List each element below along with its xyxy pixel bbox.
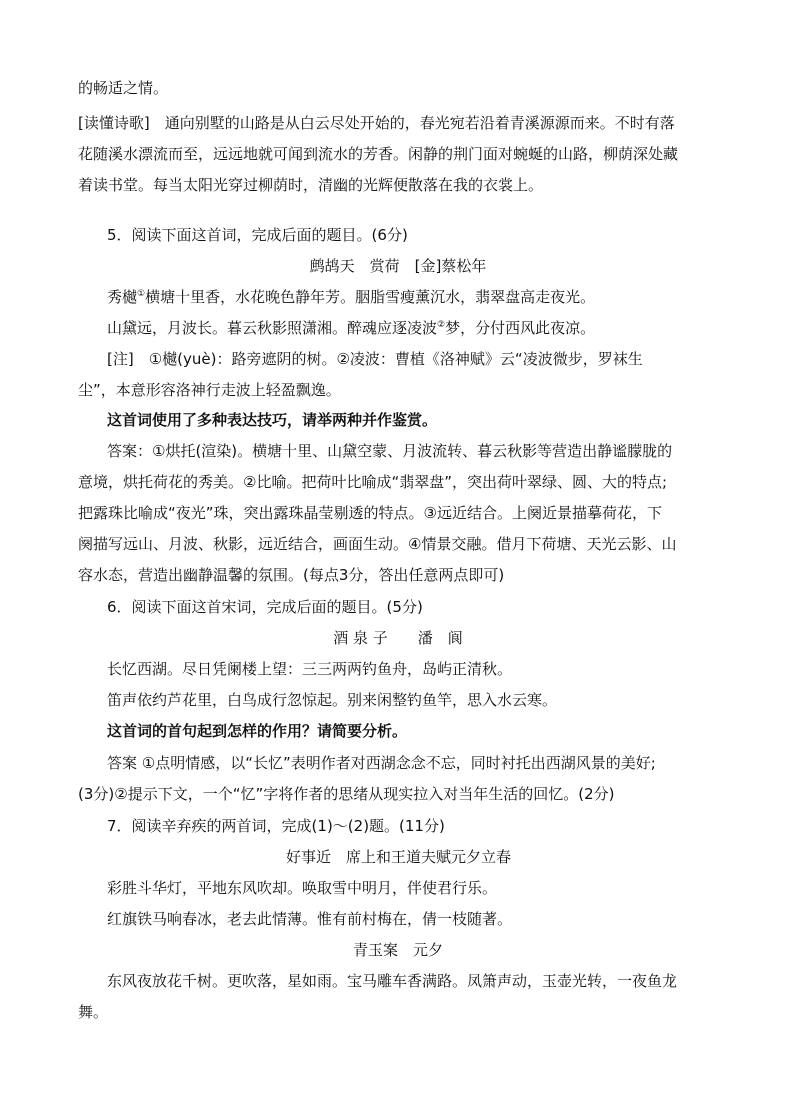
q7-poem1-line-1: 彩胜斗华灯，平地东风吹却。唤取雪中明月，伴使君行乐。 <box>107 879 498 897</box>
q5-answer-line-3: 把露珠比喻成“夜光”珠，突出露珠晶莹剔透的特点。③远近结合。上阕近景描摹荷花，下 <box>78 504 662 522</box>
q7-poem1-line-2: 红旗铁马响春冰，老去此情薄。惟有前村梅在，倩一枝随著。 <box>107 910 513 928</box>
intro-line-4: 着读书堂。每当太阳光穿过柳荫时，清幽的光辉便散落在我的衣裳上。 <box>78 176 544 194</box>
q7-poem2-line-2: 舞。 <box>78 1003 109 1021</box>
poem-text: 秀樾 <box>107 288 138 306</box>
q5-answer-line-4: 阕描写远山、月波、秋影，远近结合，画面生动。④情景交融。借月下荷塘、天光云影、山 <box>78 535 677 553</box>
q5-answer-line-5: 容水态，营造出幽静温馨的氛围。(每点3分，答出任意两点即可) <box>78 566 505 584</box>
poem-text: 山黛远，月波长。暮云秋影照潇湘。醉魂应逐凌波 <box>107 319 438 337</box>
q5-answer-line-2: 意境，烘托荷花的秀美。②比喻。把荷叶比喻成“翡翠盘”，突出荷叶翠绿、圆、大的特点; <box>78 473 668 491</box>
poem-text: 横塘十里香，水花晚色静年芳。胭脂雪瘦薰沉水，翡翠盘高走夜光。 <box>145 288 596 306</box>
note-mark-1: ① <box>137 289 146 299</box>
q5-note-line-2: 尘”，本意形容洛神行走波上轻盈飘逸。 <box>78 381 341 399</box>
q5-answer-line-1: 答案：①烘托(渲染)。横塘十里、山黛空蒙、月波流转、暮云秋影等营造出静谧朦胧的 <box>107 442 673 460</box>
q5-note-line-1: [注] ①樾(yuè)：路旁遮阴的树。②凌波：曹植《洛神赋》云“凌波微步，罗袜生 <box>107 350 643 368</box>
q6-poem-title: 酒 泉 子 潘 阆 <box>333 629 463 647</box>
q7-poem2-title: 青玉案 元夕 <box>352 941 443 959</box>
q6-question: 这首词的首句起到怎样的作用？请简要分析。 <box>107 722 408 740</box>
q5-heading: 5．阅读下面这首词，完成后面的题目。(6分) <box>107 226 408 244</box>
q5-question: 这首词使用了多种表达技巧，请举两种并作鉴赏。 <box>107 411 438 429</box>
note-mark-2: ② <box>437 320 446 330</box>
intro-line-2: [读懂诗歌] 通向别墅的山路是从白云尽处开始的，春光宛若沿着青溪源源而来。不时有落 <box>78 114 675 132</box>
q5-poem-line-2 <box>107 317 718 339</box>
q5-poem-line-1 <box>107 286 718 308</box>
q6-answer-line-1: 答案 ①点明情感，以“长忆”表明作者对西湖念念不忘，同时衬托出西湖风景的美好; <box>107 754 656 772</box>
q6-poem-line-1: 长忆西湖。尽日凭阑楼上望：三三两两钓鱼舟，岛屿正清秋。 <box>107 660 513 678</box>
q7-heading: 7．阅读辛弃疾的两首词，完成(1)～(2)题。(11分) <box>107 817 445 835</box>
q5-poem-title: 鹧鸪天 赏荷 [金]蔡松年 <box>309 257 487 275</box>
poem-text: 梦，分付西风此夜凉。 <box>445 319 596 337</box>
q7-poem2-line-1: 东风夜放花千树。更吹落，星如雨。宝马雕车香满路。凤箫声动，玉壶光转，一夜鱼龙 <box>107 972 678 990</box>
intro-line-1: 的畅适之情。 <box>78 79 169 97</box>
q6-heading: 6．阅读下面这首宋词，完成后面的题目。(5分) <box>107 598 423 616</box>
q6-answer-line-2: (3分)②提示下文，一个“忆”字将作者的思绪从现实拉入对当年生活的回忆。(2分) <box>78 785 615 803</box>
intro-line-3: 花随溪水漂流而至，远远地就可闻到流水的芳香。闲静的荆门面对蜿蜒的山路，柳荫深处藏 <box>78 145 679 163</box>
q6-poem-line-2: 笛声依约芦花里，白鸟成行忽惊起。别来闲整钓鱼竿，思入水云寒。 <box>107 691 558 709</box>
q7-poem1-title: 好事近 席上和王道夫赋元夕立春 <box>286 848 512 866</box>
